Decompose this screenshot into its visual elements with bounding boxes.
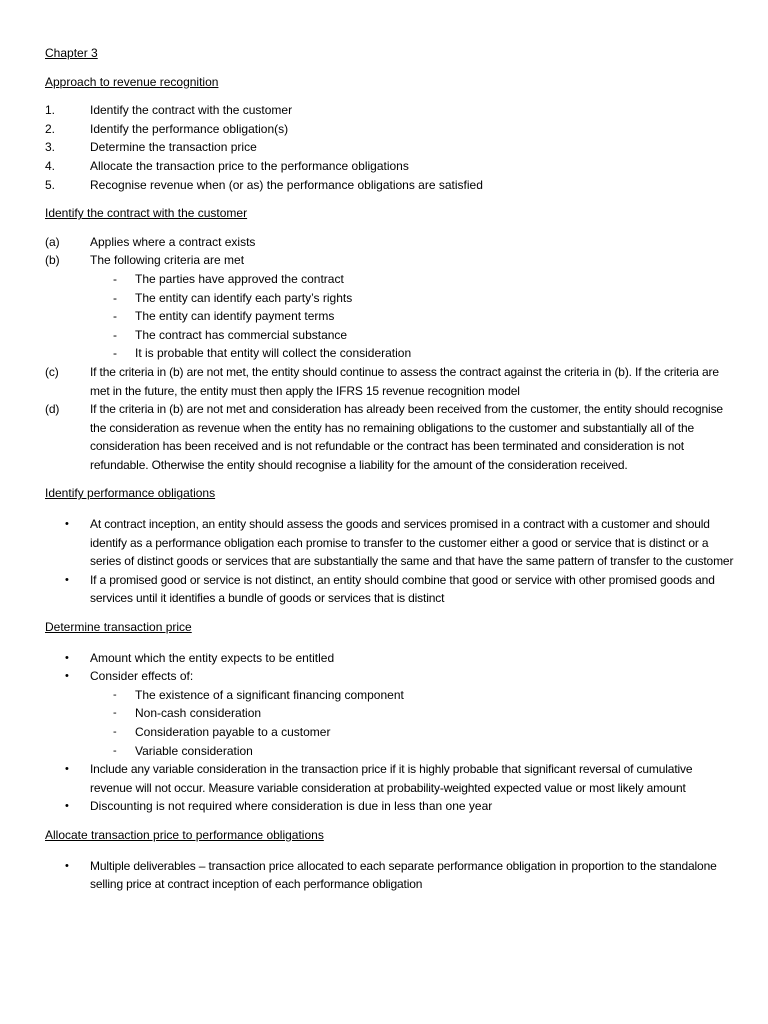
list-item	[45, 857, 735, 894]
contract-list	[45, 233, 735, 475]
sub-list-item	[45, 289, 735, 308]
list-item-text: Determine the transaction price	[90, 140, 257, 155]
dash-marker: -	[113, 346, 117, 361]
approach-list	[45, 101, 735, 194]
list-item-text: The following criteria are met	[90, 253, 245, 268]
list-number: 2.	[45, 121, 56, 136]
list-item-text: Amount which the entity expects to be entitled	[90, 650, 335, 665]
sub-list-item	[45, 270, 735, 289]
sub-list-item-text: The contract has commercial substance	[135, 327, 348, 342]
bullet-marker: •	[65, 670, 69, 683]
sub-list-item	[45, 307, 735, 326]
dash-marker: -	[113, 271, 117, 286]
list-item	[45, 176, 735, 195]
sub-list-item-text: Variable consideration	[135, 743, 253, 758]
list-item-text: Include any variable consideration in the transaction price if it is highly probable that significant reversal of cumulative revenue will not occur. Measure variable consideration at probability-weighted expected value or most likely amount	[90, 762, 693, 795]
sub-list-item-text: Non-cash consideration	[135, 706, 262, 721]
list-item-text: If the criteria in (b) are not met, the entity should continue to assess the contract against the criteria in (b). If the criteria are met in the future, the entity must then apply the IFRS 15 revenue recognition model	[90, 364, 719, 398]
sub-list-item	[45, 344, 735, 363]
list-letter: (b)	[45, 253, 60, 268]
list-number: 4.	[45, 158, 56, 173]
document-page	[45, 44, 735, 894]
list-letter: (d)	[45, 402, 60, 417]
list-item	[45, 363, 735, 400]
list-letter: (a)	[45, 234, 60, 249]
performance-list	[45, 515, 735, 608]
contract-heading: Identify the contract with the customer	[45, 206, 248, 221]
list-item-text: Recognise revenue when (or as) the performance obligations are satisfied	[90, 177, 483, 192]
dash-marker: -	[113, 290, 117, 305]
dash-marker: -	[113, 726, 117, 738]
sub-list-item-text: The entity can identify payment terms	[135, 309, 335, 324]
list-item	[45, 571, 735, 608]
sub-list-item-text: It is probable that entity will collect the consideration	[135, 346, 412, 361]
sub-list-item	[45, 326, 735, 345]
list-item	[45, 120, 735, 139]
sub-list-item-text: Consideration payable to a customer	[135, 725, 331, 739]
bullet-marker: •	[65, 859, 69, 872]
list-item-text: Discounting is not required where consideration is due in less than one year	[90, 799, 493, 814]
list-item-text: Multiple deliverables – transaction price allocated to each separate performance obligation in proportion to the standalone selling price at contract inception of each performance obligation	[90, 858, 717, 892]
dash-marker: -	[113, 744, 117, 757]
list-item	[45, 667, 735, 686]
list-item-text: Applies where a contract exists	[90, 234, 256, 249]
performance-heading: Identify performance obligations	[45, 486, 216, 501]
list-number: 3.	[45, 140, 56, 155]
dash-marker: -	[113, 707, 117, 720]
allocate-list	[45, 857, 735, 894]
list-item	[45, 760, 735, 797]
sub-list-item-text: The entity can identify each party’s rights	[135, 290, 353, 305]
list-letter: (c)	[45, 364, 59, 379]
list-item-text: Identify the contract with the customer	[90, 103, 293, 118]
list-item	[45, 797, 735, 816]
list-item	[45, 138, 735, 157]
list-item	[45, 233, 735, 252]
sub-list-item-text: The parties have approved the contract	[135, 271, 344, 286]
list-number: 5.	[45, 177, 56, 192]
list-item-text: If a promised good or service is not distinct, an entity should combine that good or service with other promised goods and services until it identifies a bundle of goods or services that is distinct	[90, 572, 715, 606]
allocate-heading: Allocate transaction price to performance obligations	[45, 827, 324, 842]
bullet-marker: •	[65, 518, 69, 531]
list-item	[45, 515, 735, 571]
price-heading: Determine transaction price	[45, 620, 192, 635]
dash-marker: -	[113, 688, 117, 701]
list-item	[45, 101, 735, 120]
list-item-text: At contract inception, an entity should assess the goods and services promised in a contract with a customer and should identify as a performance obligation each promise to transfer to the customer either a good or service that is distinct or a series of distinct goods or services that are substantially the same and that have the same pattern of transfer to the customer	[90, 517, 734, 569]
bullet-marker: •	[65, 800, 69, 813]
dash-marker: -	[113, 309, 117, 324]
sub-list-item	[45, 686, 735, 705]
sub-list-item-text: The existence of a significant financing component	[135, 687, 404, 702]
list-item-text: Allocate the transaction price to the performance obligations	[90, 158, 409, 173]
bullet-marker: •	[65, 651, 69, 664]
dash-marker: -	[113, 327, 117, 342]
list-item-text: Consider effects of:	[90, 669, 194, 684]
bullet-marker: •	[65, 573, 69, 586]
approach-heading: Approach to revenue recognition	[45, 74, 219, 89]
sub-list-item	[45, 723, 735, 742]
list-item	[45, 157, 735, 176]
sub-list-item	[45, 704, 735, 723]
list-item	[45, 400, 735, 474]
list-item	[45, 251, 735, 270]
list-item-text: If the criteria in (b) are not met and consideration has already been received from the customer, the entity should recognise the consideration as revenue when the entity has no remaining obligations to the customer and substantially all of the consideration has been received and is not refundable or the contract has been terminated and consideration is not refundable. Otherwise the entity should recognise a liability for the amount of the consideration received.	[90, 402, 723, 472]
price-list	[45, 649, 735, 816]
chapter-title: Chapter 3	[45, 46, 98, 60]
bullet-marker: •	[65, 763, 69, 776]
list-number: 1.	[45, 103, 56, 118]
list-item-text: Identify the performance obligation(s)	[90, 121, 289, 136]
sub-list-item	[45, 742, 735, 761]
list-item	[45, 649, 735, 668]
